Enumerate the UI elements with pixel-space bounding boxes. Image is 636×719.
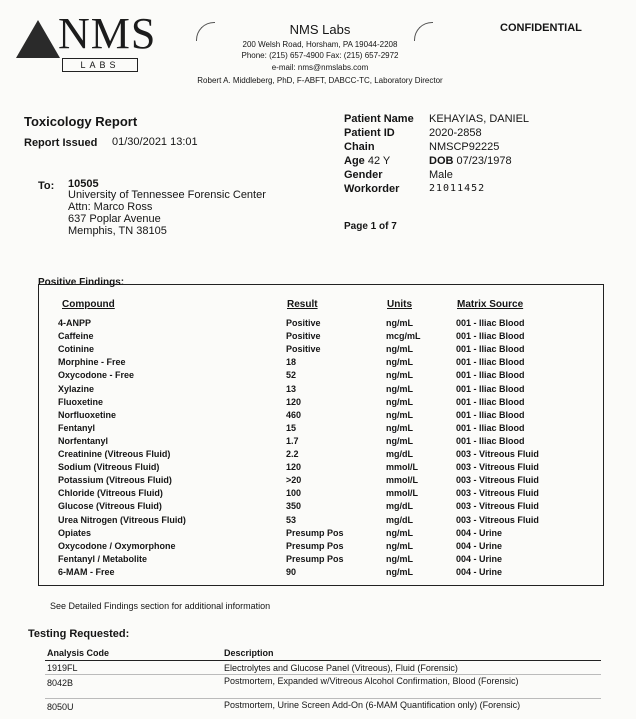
finding-units: mg/dL (386, 449, 413, 459)
lab-phone: Phone: (215) 657-4900 Fax: (215) 657-2972 (241, 51, 399, 60)
finding-units: ng/mL (386, 540, 413, 551)
age-value: 42 Y (367, 155, 391, 167)
finding-units: ng/mL (386, 409, 413, 420)
patient-name-label: Patient Name (344, 113, 414, 125)
finding-matrix: 003 - Vitreous Fluid (456, 488, 539, 499)
finding-result: 2.2 (286, 449, 299, 459)
finding-units: mcg/mL (386, 331, 421, 342)
finding-result: 52 (286, 370, 297, 381)
to-id: 10505 (68, 178, 99, 190)
finding-result: 1.7 (286, 435, 299, 446)
testing-code: 8050U (47, 702, 74, 712)
finding-compound: Norfentanyl (58, 435, 109, 446)
finding-matrix: 004 - Urine (456, 527, 503, 538)
lab-email: e-mail: nms@nmslabs.com (271, 63, 369, 72)
finding-matrix: 001 - Iliac Blood (456, 344, 525, 355)
to-label: To: (38, 180, 55, 192)
finding-matrix: 003 - Vitreous Fluid (456, 501, 539, 512)
finding-compound: Fentanyl (58, 422, 96, 433)
finding-result: 120 (286, 462, 302, 473)
finding-compound: Urea Nitrogen (Vitreous Fluid) (58, 514, 186, 525)
chain-value: NMSCP92225 (429, 141, 500, 153)
finding-units: ng/mL (386, 344, 413, 355)
patient-values (429, 112, 529, 196)
patient-labels (344, 112, 414, 196)
report-issued-value: 01/30/2021 13:01 (112, 136, 198, 148)
finding-compound: Opiates (58, 527, 92, 538)
address-line: 637 Poplar Avenue (68, 213, 161, 225)
testing-description: Electrolytes and Glucose Panel (Vitreous), Fluid (Forensic) (224, 663, 458, 673)
finding-compound: Norfluoxetine (58, 409, 117, 420)
finding-units: mmol/L (386, 462, 419, 473)
col-header-compound: Compound (62, 299, 115, 310)
gender-value: Male (429, 169, 453, 181)
finding-matrix: 003 - Vitreous Fluid (456, 475, 539, 486)
finding-matrix: 001 - Iliac Blood (456, 396, 525, 407)
logo-subtext: LABS (62, 58, 138, 72)
finding-units: ng/mL (386, 370, 413, 381)
finding-matrix: 001 - Iliac Blood (456, 331, 525, 342)
finding-result: Presump Pos (286, 540, 344, 551)
finding-matrix: 004 - Urine (456, 553, 503, 564)
finding-result: Presump Pos (286, 527, 344, 538)
finding-result: 460 (286, 409, 302, 420)
col-header-units: Units (387, 299, 412, 310)
testing-header-divider (45, 660, 601, 661)
finding-result: Presump Pos (286, 553, 344, 564)
row-divider (45, 674, 601, 675)
finding-compound: Glucose (Vitreous Fluid) (58, 501, 162, 512)
finding-matrix: 001 - Iliac Blood (456, 318, 525, 328)
finding-compound: Fentanyl / Metabolite (58, 553, 148, 564)
lab-name: NMS Labs (289, 22, 351, 37)
finding-compound: Cotinine (58, 344, 94, 355)
age-label: Age (344, 155, 365, 167)
finding-matrix: 001 - Iliac Blood (456, 435, 525, 446)
finding-matrix: 004 - Urine (456, 566, 503, 577)
finding-matrix: 001 - Iliac Blood (456, 409, 525, 420)
finding-compound: Creatinine (Vitreous Fluid) (58, 449, 171, 459)
finding-units: mmol/L (386, 488, 419, 499)
finding-result: Positive (286, 344, 321, 355)
finding-result: Positive (286, 318, 321, 328)
finding-result: 53 (286, 514, 297, 525)
finding-matrix: 004 - Urine (456, 540, 503, 551)
finding-result: 90 (286, 566, 297, 577)
finding-units: ng/mL (386, 527, 413, 538)
testing-description: Postmortem, Urine Screen Add-On (6-MAM Quantification only) (Forensic) (224, 700, 521, 710)
findings-title: Positive Findings: (38, 277, 125, 288)
dob-label: DOB (429, 155, 454, 167)
testing-description: Postmortem, Expanded w/Vitreous Alcohol Confirmation, Blood (Forensic) (224, 676, 519, 686)
finding-units: ng/mL (386, 357, 413, 368)
finding-units: ng/mL (386, 396, 413, 407)
gender-label: Gender (344, 169, 383, 181)
finding-compound: Chloride (Vitreous Fluid) (58, 488, 163, 499)
row-divider (45, 698, 601, 699)
chain-label: Chain (344, 141, 375, 153)
finding-units: ng/mL (386, 435, 413, 446)
finding-units: ng/mL (386, 318, 413, 328)
report-issued-label: Report Issued (24, 137, 98, 149)
finding-matrix: 001 - Iliac Blood (456, 383, 525, 394)
testing-title: Testing Requested: (28, 628, 130, 640)
finding-compound: Oxycodone - Free (58, 370, 135, 381)
finding-matrix: 001 - Iliac Blood (456, 422, 525, 433)
testing-code: 1919FL (47, 663, 78, 673)
logo-triangle-icon (16, 20, 60, 58)
finding-matrix: 003 - Vitreous Fluid (456, 449, 539, 459)
workorder-label: Workorder (344, 183, 400, 195)
finding-compound: Xylazine (58, 383, 95, 394)
finding-matrix: 001 - Iliac Blood (456, 357, 525, 368)
col-header-result: Result (287, 299, 318, 310)
page-indicator: Page 1 of 7 (344, 221, 397, 232)
finding-units: mg/dL (386, 514, 413, 525)
to-address (68, 189, 266, 237)
patient-id-label: Patient ID (344, 127, 395, 139)
patient-id: 2020-2858 (429, 127, 482, 139)
patient-name: KEHAYIAS, DANIEL (429, 113, 530, 125)
finding-units: mmol/L (386, 475, 419, 486)
finding-compound: 6-MAM - Free (58, 566, 115, 577)
finding-matrix: 003 - Vitreous Fluid (456, 514, 539, 525)
finding-units: ng/mL (386, 383, 413, 394)
finding-result: 100 (286, 488, 302, 499)
finding-matrix: 001 - Iliac Blood (456, 370, 525, 381)
lab-director: Robert A. Middleberg, PhD, F-ABFT, DABCC-TC, Laboratory Director (197, 76, 443, 85)
dob-value: 07/23/1978 (456, 155, 512, 167)
testing-header-code: Analysis Code (47, 648, 110, 658)
finding-matrix: 003 - Vitreous Fluid (456, 462, 539, 473)
testing-header-description: Description (224, 648, 274, 658)
confidential-label: CONFIDENTIAL (500, 22, 582, 34)
finding-compound: Morphine - Free (58, 357, 126, 368)
finding-result: >20 (286, 475, 302, 486)
finding-compound: Potassium (Vitreous Fluid) (58, 475, 172, 486)
finding-compound: 4-ANPP (58, 318, 92, 328)
finding-result: 15 (286, 422, 297, 433)
finding-result: 18 (286, 357, 297, 368)
finding-compound: Oxycodone / Oxymorphone (58, 540, 176, 551)
finding-result: Positive (286, 331, 321, 342)
finding-units: ng/mL (386, 553, 413, 564)
address-line: Memphis, TN 38105 (68, 225, 167, 237)
finding-units: ng/mL (386, 422, 413, 433)
workorder-value: 21011452 (429, 183, 486, 194)
finding-units: ng/mL (386, 566, 413, 577)
lab-address: 200 Welsh Road, Horsham, PA 19044-2208 (242, 40, 398, 49)
report-title: Toxicology Report (24, 114, 138, 129)
finding-compound: Caffeine (58, 331, 94, 342)
testing-code: 8042B (47, 678, 74, 688)
finding-result: 13 (286, 383, 297, 394)
findings-note: See Detailed Findings section for additional information (50, 601, 271, 611)
finding-result: 120 (286, 396, 302, 407)
address-line: Attn: Marco Ross (68, 201, 153, 213)
finding-compound: Sodium (Vitreous Fluid) (58, 462, 160, 473)
address-line: University of Tennessee Forensic Center (68, 189, 266, 201)
finding-compound: Fluoxetine (58, 396, 104, 407)
col-header-matrix: Matrix Source (457, 299, 524, 310)
finding-result: 350 (286, 501, 302, 512)
finding-units: mg/dL (386, 501, 413, 512)
logo-text: NMS (58, 9, 157, 58)
